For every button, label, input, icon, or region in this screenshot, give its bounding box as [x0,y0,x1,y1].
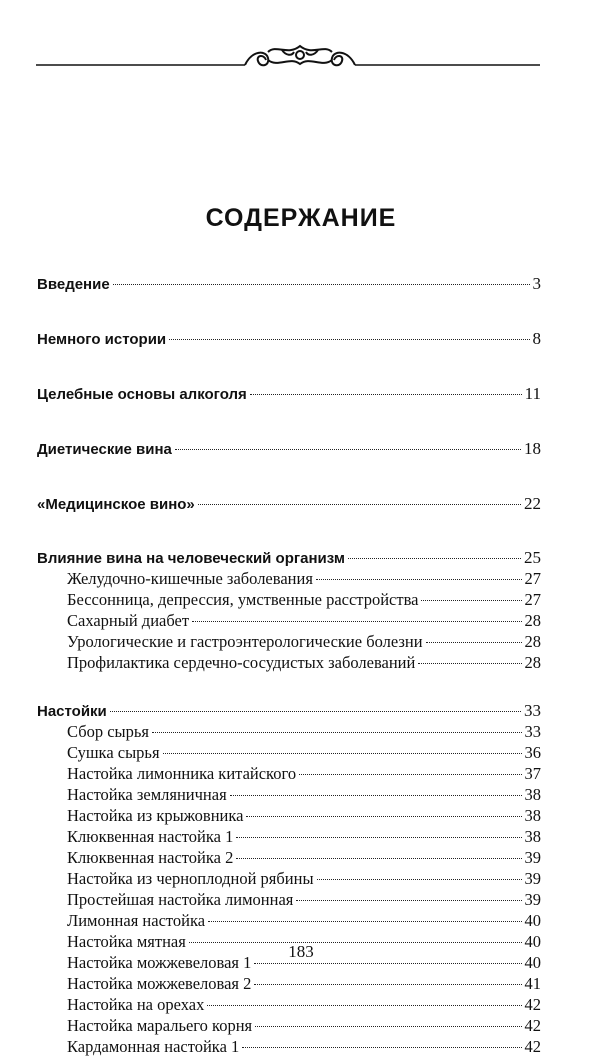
toc-entry [37,274,541,294]
toc-entry-page: 22 [524,494,541,513]
toc-subentry-label: Настойка на орехах [67,995,205,1014]
toc-subentry-page: 28 [524,653,541,672]
toc-subentry-page: 28 [524,611,541,630]
toc-entry-page: 33 [524,701,541,720]
toc-subentry-label: Кардамонная настойка 1 [67,1037,240,1056]
page-number: 183 [288,942,314,961]
toc-subentry-page: 38 [524,785,541,804]
toc-subentry [37,994,541,1015]
leader-dots [242,1047,521,1048]
toc-subentry-label: Сушка сырья [67,743,160,762]
toc-subentry-label: Настойка можжевеловая 2 [67,974,252,993]
toc-subentry [37,973,541,994]
toc-subentry-page: 39 [524,848,541,867]
leader-dots [207,1005,521,1006]
toc-subentry-label: Настойка мятная [67,932,186,951]
toc-subentry-label: Настойка маральего корня [67,1016,253,1035]
ornament-divider [0,30,602,70]
leader-dots [348,558,521,559]
toc-subentry [37,610,541,631]
toc-subentry-page: 27 [524,590,541,609]
toc-subentry-page: 37 [524,764,541,783]
toc-entry [37,494,541,514]
toc-subentry-label: Клюквенная настойка 1 [67,827,234,846]
toc-entry-label: «Медицинское вино» [37,496,195,513]
leader-dots [236,837,521,838]
toc-subentry [37,763,541,784]
leader-dots [230,795,522,796]
toc-subentry-label: Настойка земляничная [67,785,227,804]
toc-subentry-page: 42 [524,1016,541,1035]
toc-subentry [37,1036,541,1057]
toc-subentry-page: 40 [524,953,541,972]
toc-entry-label: Немного истории [37,331,167,348]
toc-subentry-page: 41 [524,974,541,993]
toc-subentry-label: Настойка можжевеловая 1 [67,953,252,972]
toc-subentry [37,721,541,742]
toc-subentry [37,805,541,826]
toc-subentry [37,589,541,610]
leader-dots [192,621,521,622]
toc-subentry [37,889,541,910]
toc-entry [37,439,541,459]
toc-subentry-page: 39 [524,869,541,888]
toc-subentry-page: 27 [524,569,541,588]
toc-subentry [37,652,541,673]
leader-dots [255,1026,521,1027]
toc-entry-label: Введение [37,276,110,293]
toc-subentry-label: Лимонная настойка [67,911,206,930]
page-title: СОДЕРЖАНИЕ [205,204,397,232]
toc-entry [37,384,541,404]
toc-subentry-page: 39 [524,890,541,909]
leader-dots [110,711,521,712]
toc-subentry [37,847,541,868]
toc-entry-page: 25 [524,548,541,567]
leader-dots [250,394,522,395]
flourish-icon [245,46,355,65]
leader-dots [421,600,521,601]
toc-subentry-label: Простейшая настойка лимонная [67,890,294,909]
leader-dots [418,663,521,664]
toc-entry-label: Диетические вина [37,441,172,458]
toc-entry-label: Целебные основы алкоголя [37,386,247,403]
toc-entry-page: 8 [532,329,541,348]
leader-dots [236,858,521,859]
leader-dots [299,774,521,775]
table-of-contents [37,274,541,1057]
toc-subentry [37,631,541,652]
leader-dots [163,753,522,754]
toc-subentry [37,910,541,931]
toc-subentry-page: 36 [524,743,541,762]
toc-entry-page: 18 [524,439,541,458]
toc-subentry-page: 38 [524,827,541,846]
toc-subentry [37,742,541,763]
toc-subentry-label: Бессонница, депрессия, умственные расстройства [67,590,419,609]
leader-dots [254,984,521,985]
leader-dots [246,816,521,817]
toc-subentry-label: Сбор сырья [67,722,150,741]
leader-dots [426,642,522,643]
toc-subentry [37,1015,541,1036]
leader-dots [175,449,521,450]
toc-entry [37,329,541,349]
leader-dots [316,579,522,580]
leader-dots [113,284,530,285]
toc-entry [37,548,541,568]
toc-subentry-label: Настойка из черноплодной рябины [67,869,314,888]
leader-dots [169,339,529,340]
toc-subentry-label: Клюквенная настойка 2 [67,848,234,867]
toc-subentry-page: 40 [524,932,541,951]
toc-subentry-page: 33 [524,722,541,741]
leader-dots [254,963,521,964]
toc-subentry-label: Желудочно-кишечные заболевания [67,569,313,588]
toc-entry [37,701,541,721]
leader-dots [208,921,521,922]
toc-subentry [37,568,541,589]
toc-entry-label: Влияние вина на человеческий организм [37,550,345,567]
leader-dots [198,504,521,505]
toc-entry-page: 11 [524,384,541,403]
toc-subentry-page: 42 [524,995,541,1014]
toc-subentry [37,784,541,805]
leader-dots [152,732,521,733]
toc-subentry [37,868,541,889]
toc-subentry-page: 28 [524,632,541,651]
toc-subentry-page: 40 [524,911,541,930]
leader-dots [296,900,521,901]
toc-subentry-label: Настойка лимонника китайского [67,764,297,783]
toc-subentry-label: Урологические и гастроэнтерологические болезни [67,632,423,651]
toc-subentry [37,826,541,847]
toc-subentry-page: 42 [524,1037,541,1056]
toc-subentry-label: Профилактика сердечно-сосудистых заболеваний [67,653,416,672]
toc-subentry-page: 38 [524,806,541,825]
toc-entry-page: 3 [532,274,541,293]
leader-dots [317,879,522,880]
toc-subentry-label: Настойка из крыжовника [67,806,244,825]
toc-entry-label: Настойки [37,703,107,720]
toc-subentry-label: Сахарный диабет [67,611,190,630]
